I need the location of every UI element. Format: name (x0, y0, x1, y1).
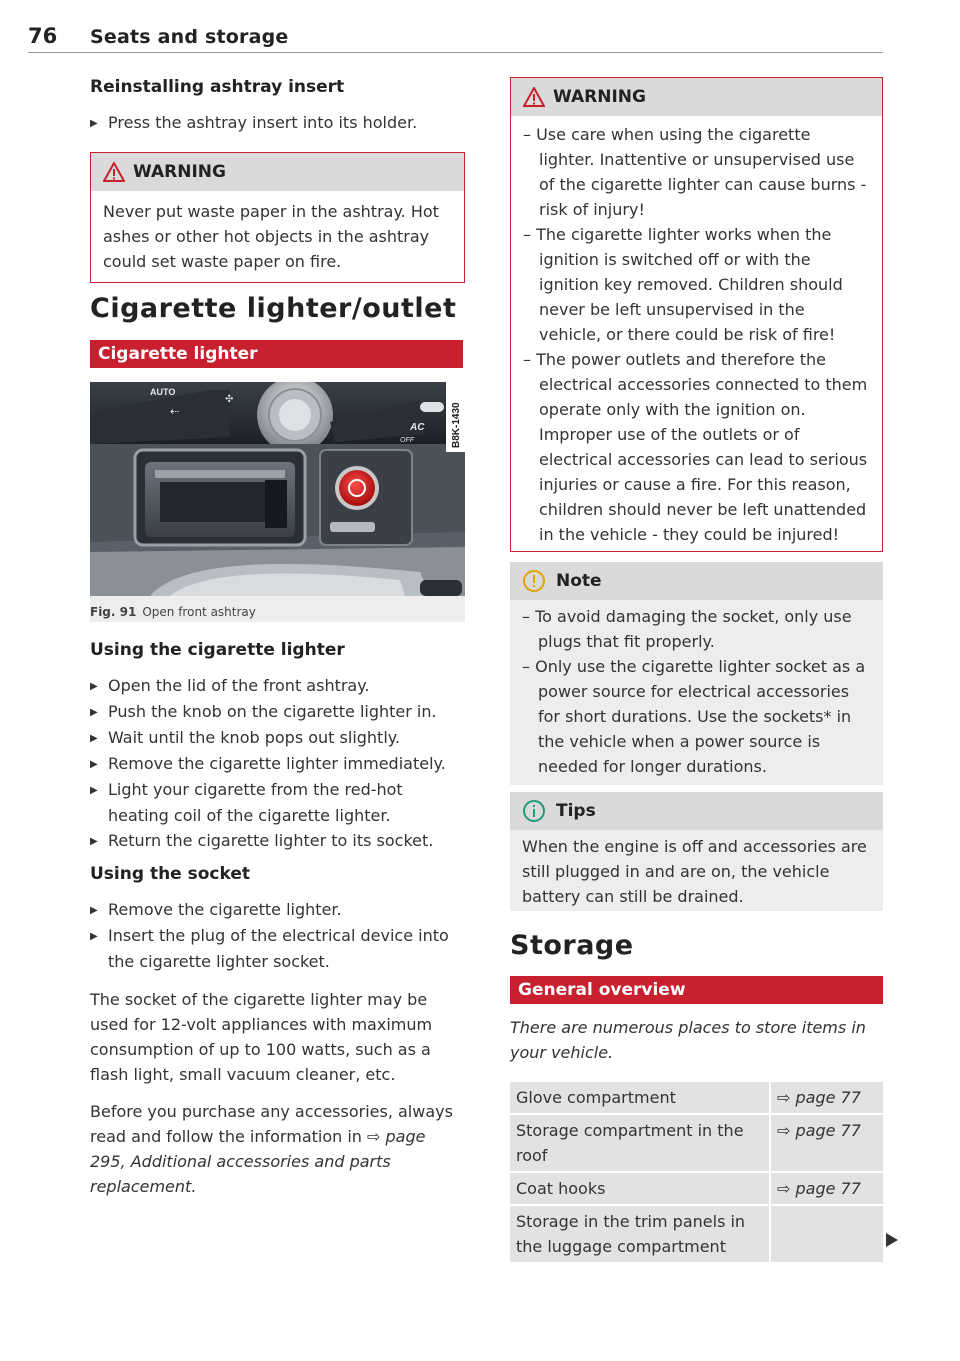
list-item: – Only use the cigarette lighter socket as a power source for electrical accessories for short durations. Use the sockets* in the vehicle when a power source is needed for longer durations. (522, 657, 866, 776)
continue-arrow-icon[interactable] (885, 1232, 899, 1252)
info-circle-icon (522, 799, 546, 823)
warning-box-right (510, 77, 883, 552)
off-label: OFF (400, 437, 414, 444)
reinstalling-heading: Reinstalling ashtray insert (90, 77, 345, 97)
using-socket-heading: Using the socket (90, 864, 250, 884)
note-title: Note (556, 571, 602, 591)
bullet-triangle-icon: ▶ (90, 681, 98, 692)
note-header (510, 562, 883, 600)
storage-subheading: General overview (510, 976, 883, 1004)
figure-caption-text: Open front ashtray (142, 605, 256, 619)
svg-text:⇠: ⇠ (170, 405, 180, 418)
auto-label: AUTO (150, 387, 176, 397)
accessories-paragraph: Before you purchase any accessories, always read and follow the information in ⇨ page 295, Additional accessories and parts replacement. (90, 1102, 453, 1196)
warning-box-left (90, 152, 465, 283)
tips-text: When the engine is off and accessories are still plugged in and are on, the vehicle battery can still be drained. (510, 830, 883, 911)
figure-label: Fig. 91 (90, 605, 137, 619)
accessories-page-link[interactable]: ⇨ page 295, Additional accessories and parts replacement. (90, 1127, 426, 1196)
exclamation-circle-icon (522, 569, 546, 593)
warning-triangle-icon (523, 87, 545, 107)
table-row (510, 1082, 883, 1113)
table-cell-item: Glove compartment (510, 1082, 769, 1113)
ashtray-photo (90, 382, 465, 596)
bullet-triangle-icon: ▶ (90, 118, 98, 129)
warning-text: Never put waste paper in the ashtray. Hot ashes or other hot objects in the ashtray could set waste paper on fire. (103, 202, 439, 271)
header-divider (28, 52, 883, 53)
storage-intro: There are numerous places to store items in your vehicle. (510, 1018, 866, 1062)
lighter-subheading: Cigarette lighter (90, 340, 463, 368)
table-cell-page-link[interactable]: ⇨ page 77 (769, 1115, 883, 1171)
tips-header (510, 792, 883, 830)
storage-heading: Storage (510, 930, 634, 961)
using-socket-steps (90, 897, 465, 974)
warning-header (511, 78, 882, 116)
svg-text:✣: ✣ (225, 394, 234, 405)
tips-title: Tips (556, 801, 596, 821)
list-item: – Use care when using the cigarette lighter. Inattentive or unsupervised use of the cigarette lighter can cause burns - risk of injury! (523, 125, 867, 219)
warning-list (511, 116, 882, 551)
bullet-triangle-icon: ▶ (90, 733, 98, 744)
note-list (510, 600, 883, 785)
warning-title: WARNING (133, 162, 226, 182)
table-row (510, 1115, 883, 1171)
list-item: ▶ Wait until the knob pops out slightly. (90, 725, 465, 751)
storage-overview-table (510, 1080, 883, 1264)
bullet-triangle-icon: ▶ (90, 759, 98, 770)
list-item: ▶ Insert the plug of the electrical device into the cigarette lighter socket. (90, 926, 449, 971)
lighter-heading: Cigarette lighter/outlet (90, 293, 457, 324)
table-cell-page-link[interactable]: ⇨ page 77 (769, 1082, 883, 1113)
bullet-triangle-icon: ▶ (90, 836, 98, 847)
bullet-triangle-icon: ▶ (90, 707, 98, 718)
figure-code: B8K-1430 (451, 402, 462, 448)
socket-paragraph: The socket of the cigarette lighter may be used for 12-volt appliances with maximum consumption of up to 100 watts, such as a flash light, small vacuum cleaner, etc. (90, 990, 433, 1084)
table-cell-item: Storage compartment in the roof (510, 1115, 769, 1171)
table-cell-item: Storage in the trim panels in the luggage compartment (510, 1206, 769, 1262)
table-row (510, 1173, 883, 1204)
using-lighter-steps (90, 673, 465, 854)
list-item: ▶ Push the knob on the cigarette lighter in. (90, 699, 465, 725)
list-item: ▶ Light your cigarette from the red-hot heating coil of the cigarette lighter. (90, 780, 403, 825)
warning-title: WARNING (553, 87, 646, 107)
tips-box (510, 792, 883, 911)
bullet-triangle-icon: ▶ (90, 785, 98, 796)
section-title: Seats and storage (90, 26, 289, 48)
figure-91 (90, 382, 465, 622)
list-item: – The power outlets and therefore the electrical accessories connected to them operate only with the ignition on. Improper use of the outlets or of electrical accessories can lead to serious injuries or cause a fire. For this reason, children should never be left unattended in the vehicle - they could be injured! (523, 350, 868, 544)
list-item: ▶ Open the lid of the front ashtray. (90, 673, 465, 699)
note-box (510, 562, 883, 785)
warning-triangle-icon (103, 162, 125, 182)
table-cell-page-link[interactable]: ⇨ page 77 (769, 1173, 883, 1204)
list-item: – The cigarette lighter works when the ignition is switched off or with the ignition key removed. Children should never be left unsupervised in the vehicle, or there could be risk of fire! (523, 225, 843, 344)
reinstall-step: ▶ Press the ashtray insert into its holder. (90, 110, 483, 136)
table-row (510, 1206, 883, 1262)
list-item: ▶ Remove the cigarette lighter immediately. (90, 751, 465, 777)
list-item: ▶ Remove the cigarette lighter. (90, 897, 465, 923)
bullet-triangle-icon: ▶ (90, 905, 98, 916)
bullet-triangle-icon: ▶ (90, 931, 98, 942)
ac-label: AC (410, 422, 425, 433)
using-lighter-heading: Using the cigarette lighter (90, 640, 345, 660)
list-item: – To avoid damaging the socket, only use plugs that fit properly. (522, 607, 852, 651)
table-cell-page-link (769, 1206, 883, 1262)
table-cell-item: Coat hooks (510, 1173, 769, 1204)
figure-caption (90, 600, 465, 629)
list-item: ▶ Return the cigarette lighter to its socket. (90, 828, 465, 854)
page-number: 76 (28, 24, 58, 48)
warning-header (91, 153, 464, 191)
